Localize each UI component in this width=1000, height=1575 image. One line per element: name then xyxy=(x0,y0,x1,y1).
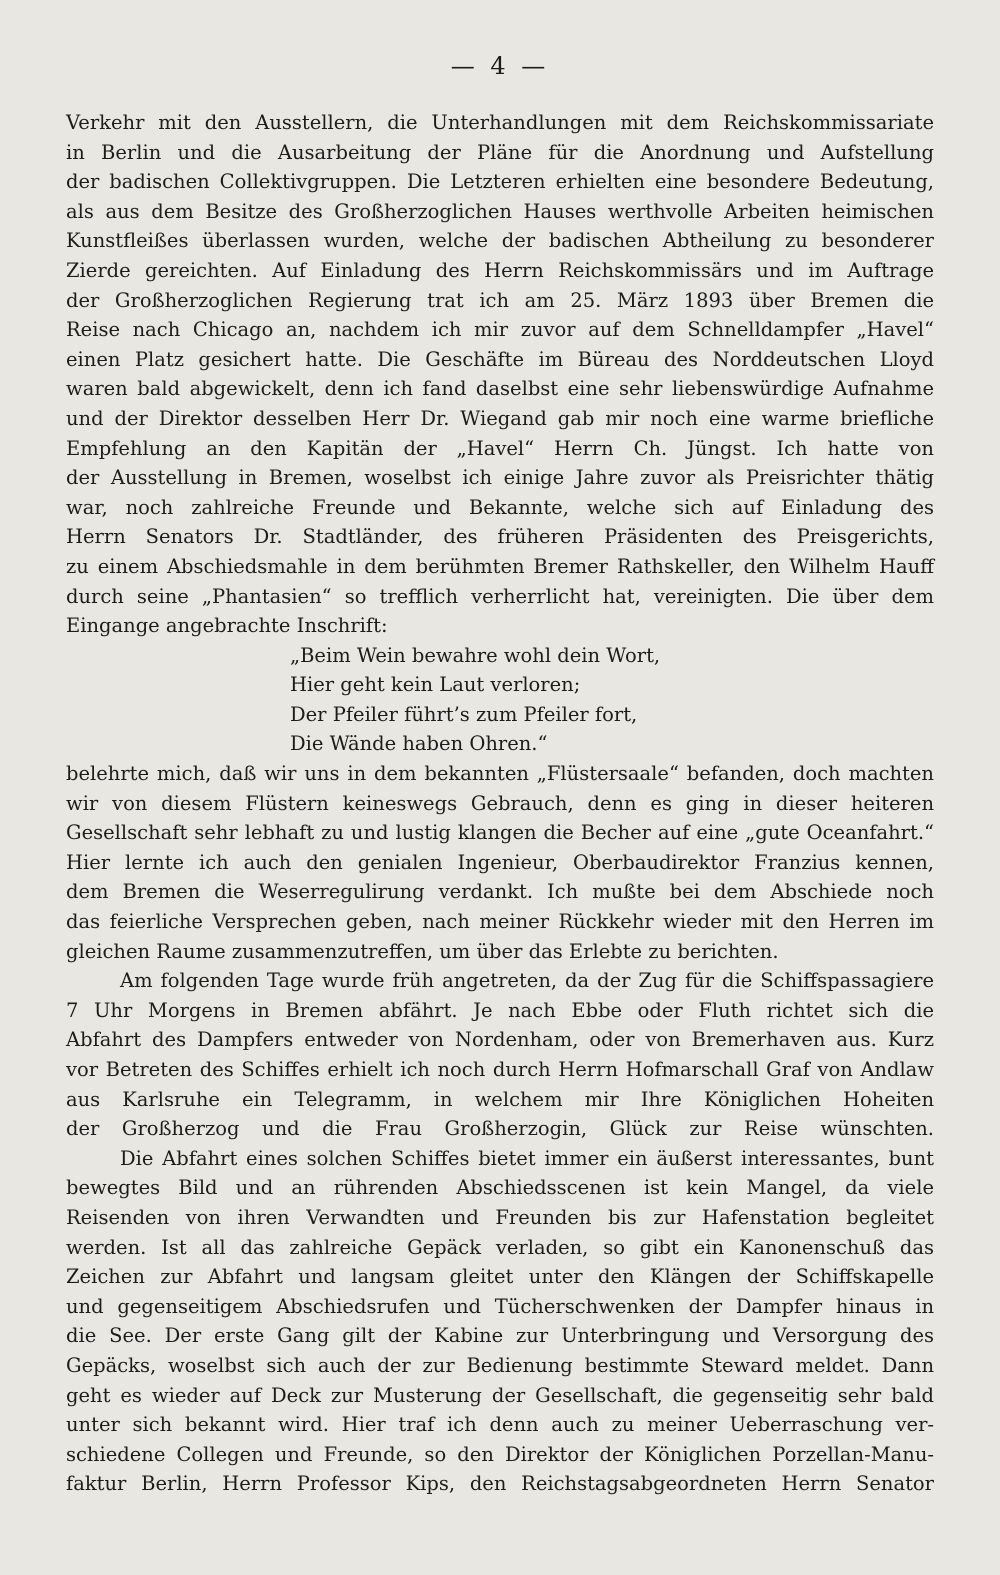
text-line: dem Bremen die Weserregulirung verdankt. Ich mußte bei dem Abschiede noch xyxy=(66,880,934,904)
text-line: Reise nach Chicago an, nachdem ich mir zuvor auf dem Schnelldampfer „Havel“ xyxy=(66,318,934,342)
verse-line: Hier geht kein Laut verloren; xyxy=(290,673,581,697)
text-line: Am folgenden Tage wurde früh angetreten, da der Zug für die Schiffspassagiere xyxy=(120,969,934,993)
text-line: die See. Der erste Gang gilt der Kabine zur Unterbringung und Versorgung des xyxy=(66,1324,934,1348)
text-line: geht es wieder auf Deck zur Musterung der Gesellschaft, die gegenseitig sehr bald xyxy=(66,1383,934,1407)
text-line: Empfehlung an den Kapitän der „Havel“ Herrn Ch. Jüngst. Ich hatte von xyxy=(66,436,934,460)
text-line: Hier lernte ich auch den genialen Ingenieur, Oberbaudirektor Franzius kennen, xyxy=(66,850,934,874)
text-line: der Ausstellung in Bremen, woselbst ich einige Jahre zuvor als Preisrichter thätig xyxy=(66,466,934,490)
text-line: durch seine „Phantasien“ so trefflich verherrlicht hat, vereinigten. Die über dem xyxy=(66,584,934,608)
text-line: werden. Ist all das zahlreiche Gepäck verladen, so gibt ein Kanonenschuß das xyxy=(66,1235,934,1259)
text-line: Zeichen zur Abfahrt und langsam gleitet unter den Klängen der Schiffskapelle xyxy=(66,1265,934,1289)
text-line: vor Betreten des Schiffes erhielt ich noch durch Herrn Hofmarschall Graf von Andlaw xyxy=(66,1058,934,1081)
text-line: bewegtes Bild und an rührenden Abschiedsscenen ist kein Mangel, da viele xyxy=(66,1176,934,1200)
paragraph-1 xyxy=(66,108,934,641)
text-line: 7 Uhr Morgens in Bremen abfährt. Je nach Ebbe oder Fluth richtet sich die xyxy=(66,998,934,1022)
text-line: belehrte mich, daß wir uns in dem bekannten „Flüstersaale“ befanden, doch machten xyxy=(66,762,934,786)
paragraph-2 xyxy=(66,759,934,966)
text-line: Kunstfleißes überlassen wurden, welche der badischen Abtheilung zu besonderer xyxy=(66,229,934,253)
text-line: der badischen Collektivgruppen. Die Letzteren erhielten eine besondere Bedeutung, xyxy=(66,170,934,194)
text-line: aus Karlsruhe ein Telegramm, in welchem mir Ihre Königlichen Hoheiten xyxy=(66,1087,934,1111)
text-line: Herrn Senators Dr. Stadtländer, des früheren Präsidenten des Preisgerichts, xyxy=(66,525,934,549)
text-line: als aus dem Besitze des Großherzoglichen Hauses werthvolle Arbeiten heimischen xyxy=(66,199,934,223)
paragraph-3 xyxy=(66,966,934,1144)
text-line: das feierliche Versprechen geben, nach meiner Rückkehr wieder mit den Herren im xyxy=(66,910,934,934)
text-line: der Großherzog und die Frau Großherzogin, Glück zur Reise wünschten. xyxy=(66,1117,934,1141)
text-line: war, noch zahlreiche Freunde und Bekannte, welche sich auf Einladung des xyxy=(66,495,934,519)
paragraph-4 xyxy=(66,1144,934,1499)
text-line: Reisenden von ihren Verwandten und Freunden bis zur Hafenstation begleitet xyxy=(66,1205,934,1229)
text-line: faktur Berlin, Herrn Professor Kips, den Reichstagsabgeordneten Herrn Senator xyxy=(66,1472,934,1496)
text-line: gleichen Raume zusammenzutreffen, um über das Erlebte zu berichten. xyxy=(66,939,779,963)
text-line: Gesellschaft sehr lebhaft zu und lustig klangen die Becher auf eine „gute Oceanfahrt.“ xyxy=(66,821,934,845)
text-line: der Großherzoglichen Regierung trat ich am 25. März 1893 über Bremen die xyxy=(66,288,934,312)
verse-line: Die Wände haben Ohren.“ xyxy=(290,732,548,756)
text-line: und gegenseitigem Abschiedsrufen und Tücherschwenken der Dampfer hinaus in xyxy=(66,1294,934,1318)
verse-line: Der Pfeiler führt’s zum Pfeiler fort, xyxy=(290,702,638,726)
text-line: Abfahrt des Dampfers entweder von Nordenham, oder von Bremerhaven aus. Kurz xyxy=(66,1028,934,1052)
text-line: waren bald abgewickelt, denn ich fand daselbst eine sehr liebenswürdige Aufnahme xyxy=(66,377,934,401)
page-body xyxy=(66,108,934,1499)
text-line: Eingange angebrachte Inschrift: xyxy=(66,614,388,638)
text-line: schiedene Collegen und Freunde, so den Direktor der Königlichen Porzellan-Manu- xyxy=(66,1442,934,1466)
text-line: Gepäcks, woselbst sich auch der zur Bedienung bestimmte Steward meldet. Dann xyxy=(66,1353,934,1377)
text-line: zu einem Abschiedsmahle in dem berühmten Bremer Rathskeller, den Wilhelm Hauff xyxy=(66,554,934,578)
text-line: Die Abfahrt eines solchen Schiffes bietet immer ein äußerst interessantes, bunt xyxy=(120,1146,934,1170)
text-line: in Berlin und die Ausarbeitung der Pläne für die Anordnung und Aufstellung xyxy=(66,140,934,164)
text-line: unter sich bekannt wird. Hier traf ich denn auch zu meiner Ueberraschung ver- xyxy=(66,1413,934,1437)
verse-line: „Beim Wein bewahre wohl dein Wort, xyxy=(290,643,661,667)
text-line: wir von diesem Flüstern keineswegs Gebrauch, denn es ging in dieser heiteren xyxy=(66,791,934,815)
page-number: — 4 — xyxy=(450,52,550,80)
text-line: Verkehr mit den Ausstellern, die Unterhandlungen mit dem Reichskommissariate xyxy=(66,111,934,134)
inscription-verse xyxy=(66,641,934,759)
text-line: Zierde gereichten. Auf Einladung des Herrn Reichskommissärs und im Auftrage xyxy=(66,258,934,282)
text-line: und der Direktor desselben Herr Dr. Wiegand gab mir noch eine warme briefliche xyxy=(66,406,934,430)
text-line: einen Platz gesichert hatte. Die Geschäfte im Büreau des Norddeutschen Lloyd xyxy=(66,347,934,371)
